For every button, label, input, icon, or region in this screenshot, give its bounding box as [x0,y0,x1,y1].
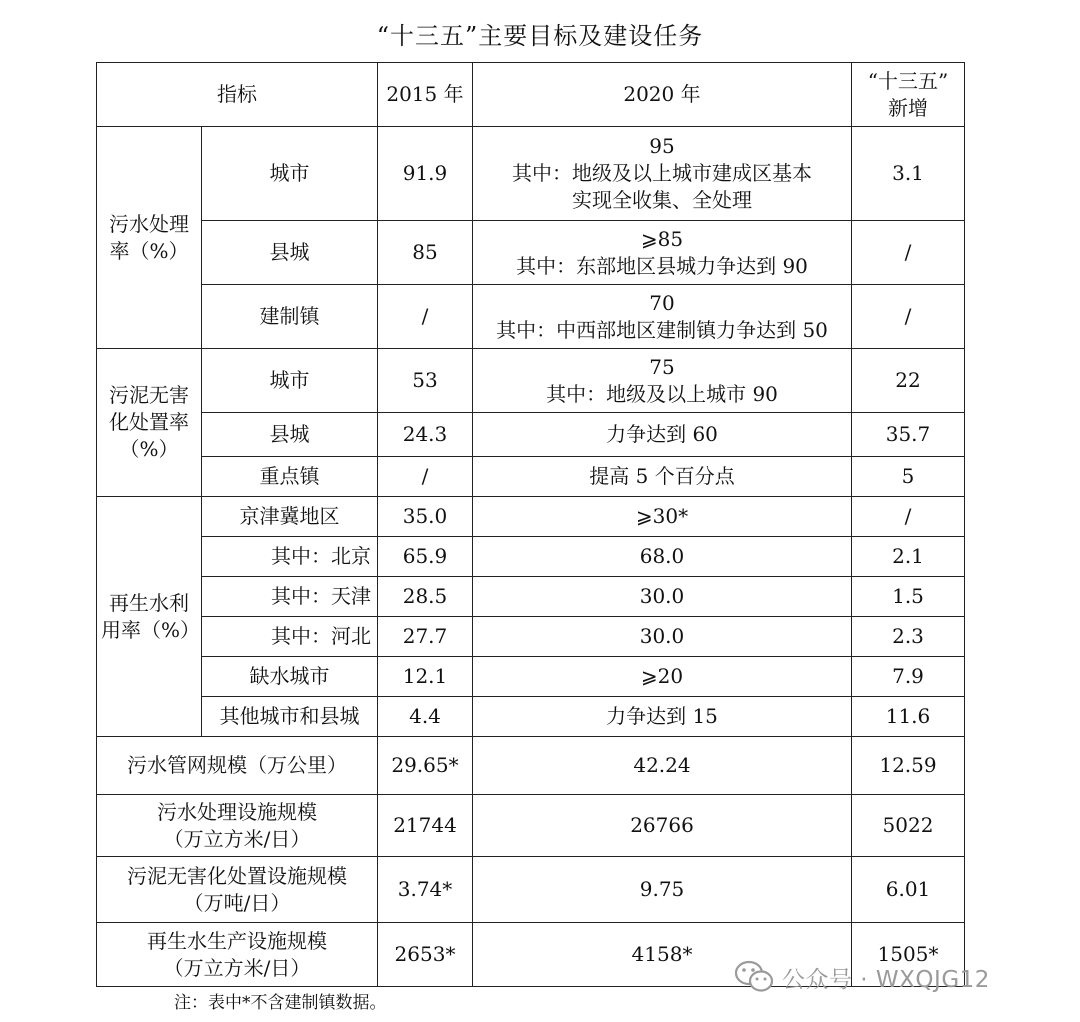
wechat-icon [734,960,774,994]
value-2020: ⩾30* [473,497,852,537]
table-row [97,857,965,923]
value-2020: 42.24 [473,737,852,795]
value-2015: 12.1 [378,657,473,697]
value-2020: 9.75 [473,857,852,923]
value-added: 22 [852,349,965,413]
row-name-line: （万立方米/日） [163,826,311,851]
value-2015: / [378,457,473,497]
header-new [852,63,965,127]
value-2020: 4158* [473,923,852,987]
targets-table [96,62,965,987]
value-added: 3.1 [852,127,965,221]
value-2015: / [378,285,473,349]
value-added: 1.5 [852,577,965,617]
table-title: “十三五”主要目标及建设任务 [376,22,704,50]
row-name-line: （万立方米/日） [163,955,311,980]
row-name: 其中：天津 [202,577,378,617]
value-2015: 24.3 [378,413,473,457]
table-row [97,697,965,737]
value-2020-line: 其中：中西部地区建制镇力争达到 50 [496,317,828,342]
value-2020-line: 70 [649,290,675,315]
row-name: 污水管网规模（万公里） [97,737,378,795]
value-2020-line: 75 [649,354,675,379]
value-2020: 26766 [473,795,852,857]
value-2015: 4.4 [378,697,473,737]
category-line: 用率（%） [101,617,201,642]
table-row [97,537,965,577]
value-added: / [852,285,965,349]
value-2020: 68.0 [473,537,852,577]
value-2015: 91.9 [378,127,473,221]
table-row [97,577,965,617]
table-row [97,457,965,497]
header-2015: 2015 年 [378,63,473,127]
value-2020: 力争达到 15 [473,697,852,737]
value-2020 [473,285,852,349]
table-note: 注：表中*不含建制镇数据。 [174,993,387,1013]
table-row [97,285,965,349]
table-row [97,413,965,457]
row-name: 京津冀地区 [202,497,378,537]
value-added: 35.7 [852,413,965,457]
row-name: 建制镇 [202,285,378,349]
table-row [97,737,965,795]
row-name: 其中：北京 [202,537,378,577]
value-added: 5 [852,457,965,497]
row-name [97,857,378,923]
value-2015: 3.74* [378,857,473,923]
category-sludge-rate [97,349,202,497]
row-name: 重点镇 [202,457,378,497]
value-2015: 2653* [378,923,473,987]
header-new-line2: 新增 [888,95,928,120]
category-line: （%） [119,437,179,461]
value-2015: 53 [378,349,473,413]
value-added: 7.9 [852,657,965,697]
value-added: 2.1 [852,537,965,577]
value-2020: ⩾20 [473,657,852,697]
value-2020-line: 其中：地级及以上城市建成区基本 [512,161,812,185]
table-row [97,657,965,697]
category-line: 再生水利 [109,590,189,615]
watermark-text: 公众号 · WXQJG12 [782,966,990,993]
row-name-line: 再生水生产设施规模 [147,928,327,953]
row-name: 城市 [202,349,378,413]
value-added: / [852,497,965,537]
value-2020-line: 其中：东部地区县城力争达到 90 [516,253,808,278]
row-name: 其中：河北 [202,617,378,657]
value-added: 11.6 [852,697,965,737]
value-2020: 提高 5 个百分点 [473,457,852,497]
value-2020-line: ⩾85 [640,226,684,251]
table-row [97,221,965,285]
value-2020 [473,221,852,285]
value-added: 1505* [852,923,965,987]
value-added: 2.3 [852,617,965,657]
value-2020-line: 95 [649,134,675,158]
table-row [97,795,965,857]
row-name: 县城 [202,413,378,457]
row-name [97,923,378,987]
value-added: / [852,221,965,285]
row-name: 其他城市和县城 [202,697,378,737]
row-name-line: 污水处理设施规模 [157,799,317,824]
value-2015: 29.65* [378,737,473,795]
value-2020 [473,127,852,221]
header-indicator: 指标 [97,63,378,127]
value-2015: 27.7 [378,617,473,657]
table-row [97,617,965,657]
value-2015: 35.0 [378,497,473,537]
value-2020 [473,349,852,413]
watermark [734,960,990,994]
row-name: 城市 [202,127,378,221]
value-2015: 65.9 [378,537,473,577]
value-2015: 21744 [378,795,473,857]
value-added: 5022 [852,795,965,857]
value-2020: 30.0 [473,617,852,657]
value-added: 6.01 [852,857,965,923]
value-2015: 85 [378,221,473,285]
row-name-line: （万吨/日） [183,890,291,915]
header-row [97,63,965,127]
category-reclaimed-rate [97,497,202,737]
category-line: 污泥无害 [109,383,189,407]
table-row [97,497,965,537]
row-name: 缺水城市 [202,657,378,697]
value-2020: 力争达到 60 [473,413,852,457]
table-row [97,127,965,221]
value-added: 12.59 [852,737,965,795]
row-name: 县城 [202,221,378,285]
category-line: 化处置率 [109,410,189,434]
header-2020: 2020 年 [473,63,852,127]
value-2020-line: 实现全收集、全处理 [572,188,752,212]
value-2020-line: 其中：地级及以上城市 90 [546,381,778,406]
category-sewage-rate: 污水处理率（%） [97,127,202,349]
table-row [97,349,965,413]
value-2020: 30.0 [473,577,852,617]
value-2015: 28.5 [378,577,473,617]
row-name-line: 污泥无害化处置设施规模 [127,863,347,888]
row-name [97,795,378,857]
header-new-line1: “十三五” [867,68,949,93]
